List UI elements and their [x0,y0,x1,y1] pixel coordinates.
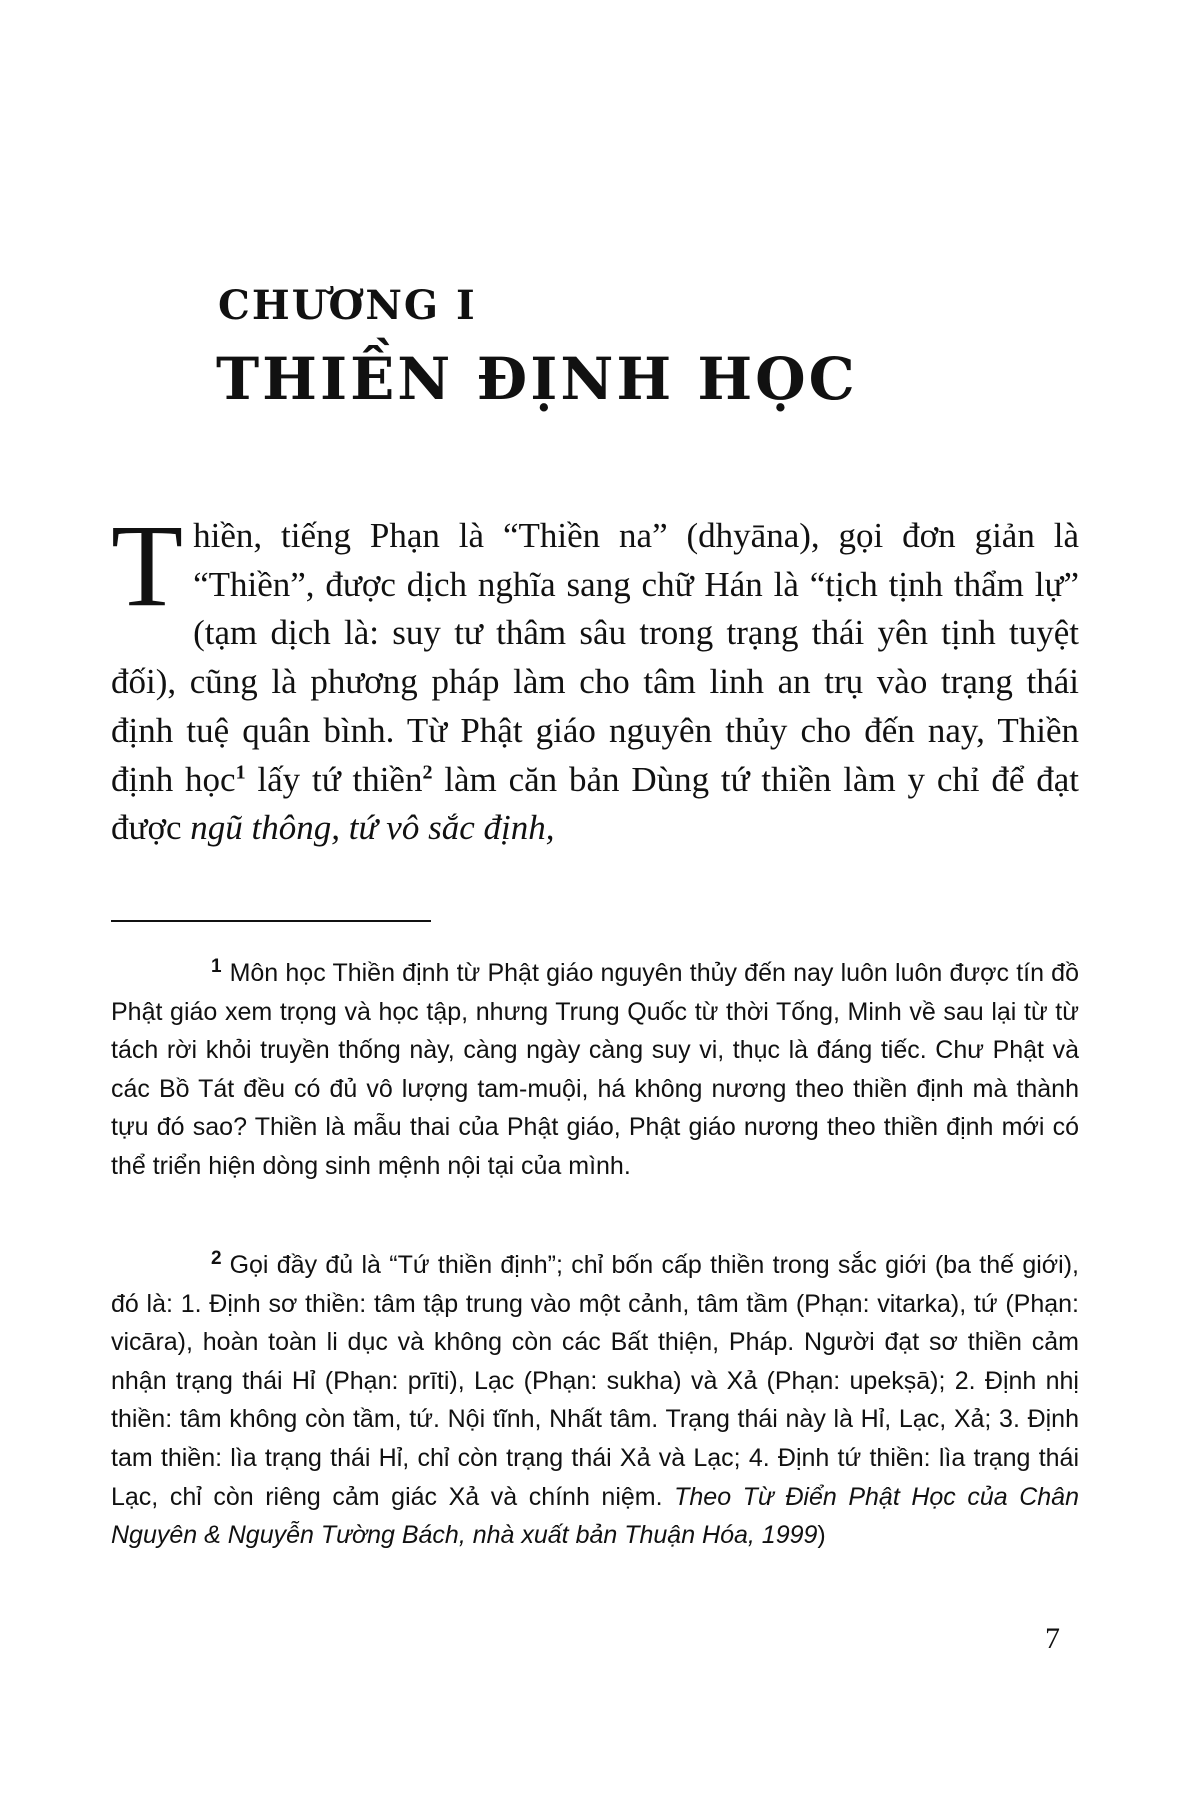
footnote-2-text: Gọi đầy đủ là “Tứ thiền định”; chỉ bốn cấp thiền trong sắc giới (ba thế giới), đó là: 1. Định sơ thiền: tâm tập trung vào một cảnh, tâm tầm (Phạn: vitarka), tứ (Phạn: vicāra), hoàn toàn li dục và không còn các Bất thiện, Pháp. Người đạt sơ thiền cảm nhận trạng thái Hỉ (Phạn: prīti), Lạc (Phạn: sukha) và Xả (Phạn: upekṣā); 2. Định nhị thiền: tâm không còn tầm, tứ. Nội tĩnh, Nhất tâm. Trạng thái này là Hỉ, Lạc, Xả; 3. Định tam thiền: lìa trạng thái Hỉ, chỉ còn trạng thái Xả và Lạc; 4. Định tứ thiền: lìa trạng thái Lạc, chỉ còn riêng cảm giác Xả và chính niệm. [111,1251,1079,1511]
footnote-1 [111,954,1079,1186]
body-text-part-2: lấy tứ thiền [245,759,423,799]
footnote-ref-1[interactable]: 1 [235,760,246,783]
footnote-2-closing: ) [817,1521,826,1550]
page-number: 7 [1045,1622,1060,1655]
footnote-ref-2[interactable]: 2 [422,760,433,783]
body-paragraph [111,500,1080,853]
chapter-title: THIỀN ĐỊNH HỌC [216,345,858,413]
footnote-divider [111,920,431,922]
footnote-2 [111,1246,1079,1555]
body-text-part-3: làm căn bản Dùng tứ thiền làm y chỉ để đạt được [111,759,1080,848]
chapter-label: CHƯƠNG I [218,282,477,329]
body-text-part-1: hiền, tiếng Phạn là “Thiền na” (dhyāna), gọi đơn giản là “Thiền”, được dịch nghĩa sang chữ Hán là “tịch tịnh thẩm lự” (tạm dịch là: suy tư thâm sâu trong trạng thái yên tịnh tuyệt đối), cũng là phương pháp làm cho tâm linh an trụ vào trạng thái định tuệ quân bình. Từ Phật giáo nguyên thủy cho đến nay, Thiền định học [111,516,1079,799]
footnote-1-text: Môn học Thiền định từ Phật giáo nguyên thủy đến nay luôn luôn được tín đồ Phật giáo xem trọng và học tập, nhưng Trung Quốc từ thời Tống, Minh về sau lại từ từ tách rời khỏi truyền thống này, càng ngày càng suy vi, thục là đáng tiếc. Chư Phật và các Bồ Tát đều có đủ vô lượng tam-muội, há không nương theo thiền định mà thành tựu đó sao? Thiền là mẫu thai của Phật giáo, Phật giáo nương theo thiền định mới có thể triển hiện dòng sinh mệnh nội tại của mình. [111,959,1079,1180]
footnote-2-citation: Theo Từ Điển Phật Học của Chân Nguyên & Nguyễn Tường Bách, nhà xuất bản Thuận Hóa, 1999 [111,1482,1079,1550]
footnote-2-number: 2 [211,1247,222,1269]
body-text-italic: ngũ thông, tứ vô sắc định, [190,808,555,848]
drop-cap: T [111,500,184,631]
footnote-1-number: 1 [211,955,222,977]
